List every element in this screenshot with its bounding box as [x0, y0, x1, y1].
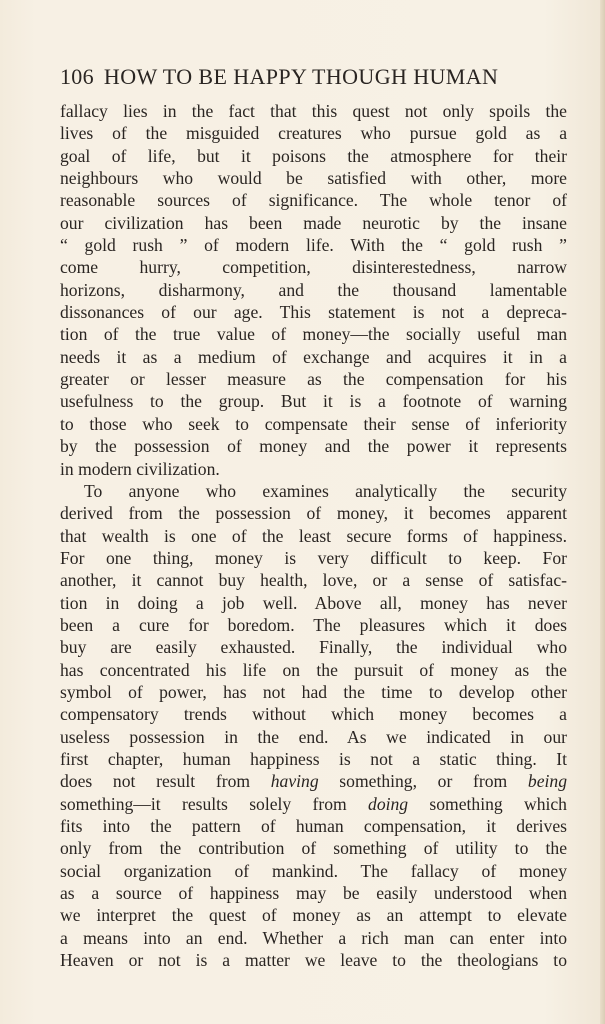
- text-line: For one thing, money is very difficult to keep. For: [60, 547, 567, 568]
- text-line: needs it as a medium of exchange and acquires it in a: [60, 346, 567, 367]
- text-line: horizons, disharmony, and the thousand lamentable: [60, 279, 567, 300]
- text-line: that wealth is one of the least secure forms of happiness.: [60, 525, 567, 546]
- text-line: neighbours who would be satisfied with other, more: [60, 168, 567, 189]
- text-line: fits into the pattern of human compensation, it derives: [60, 816, 567, 836]
- text-line: tion in doing a job well. Above all, money has never: [60, 592, 567, 613]
- text-line: useless possession in the end. As we indicated in our: [60, 726, 567, 747]
- text-line: greater or lesser measure as the compensation for his: [60, 369, 567, 390]
- text-line: dissonances of our age. This statement is not a depreca-: [60, 302, 567, 323]
- paragraph-start-line: To anyone who examines analytically the security: [84, 480, 567, 501]
- text-line-with-italics: [60, 770, 567, 792]
- body-text: [60, 100, 567, 971]
- text-line: usefulness to the group. But it is a footnote of warning: [60, 391, 567, 412]
- text-line: derived from the possession of money, it becomes apparent: [60, 503, 567, 524]
- text-line: lives of the misguided creatures who pursue gold as a: [60, 123, 567, 144]
- italic-word-being: being: [527, 771, 567, 792]
- page-number: 106: [60, 64, 94, 89]
- text-segment: something—it results solely from: [60, 793, 369, 814]
- italic-word-doing: doing: [368, 793, 409, 814]
- text-segment: something which: [408, 793, 567, 814]
- text-line: buy are easily exhausted. Finally, the individual who: [60, 637, 567, 658]
- text-line: symbol of power, has not had the time to develop other: [60, 681, 567, 702]
- text-line: come hurry, competition, disinterestedness, narrow: [60, 257, 567, 278]
- text-line: only from the contribution of something of utility to the: [60, 838, 567, 859]
- text-line: Heaven or not is a matter we leave to the theologians to: [60, 950, 567, 971]
- text-segment: does not result from: [60, 771, 271, 792]
- text-line-with-italics: [60, 793, 567, 815]
- text-line: fallacy lies in the fact that this quest not only spoils the: [60, 101, 567, 121]
- text-segment: something, or from: [318, 771, 528, 792]
- text-line: tion of the true value of money—the socially useful man: [60, 324, 567, 345]
- text-line: another, it cannot buy health, love, or a sense of satisfac-: [60, 570, 567, 591]
- text-line: first chapter, human happiness is not a static thing. It: [60, 748, 567, 769]
- text-line: social organization of mankind. The fallacy of money: [60, 860, 567, 881]
- text-line: has concentrated his life on the pursuit of money as the: [60, 659, 567, 680]
- text-line: reasonable sources of significance. The whole tenor of: [60, 190, 567, 211]
- text-line: as a source of happiness may be easily understood when: [60, 883, 567, 904]
- text-line: compensatory trends without which money becomes a: [60, 704, 567, 725]
- paragraph-end-line: in modern civilization.: [60, 458, 220, 479]
- text-line: by the possession of money and the power it represents: [60, 436, 567, 457]
- running-title: HOW TO BE HAPPY THOUGH HUMAN: [103, 64, 499, 89]
- running-header: [60, 64, 567, 94]
- text-line: our civilization has been made neurotic by the insane: [60, 212, 567, 233]
- text-line: “ gold rush ” of modern life. With the “ gold rush ”: [60, 235, 567, 256]
- text-line: goal of life, but it poisons the atmosphere for their: [60, 145, 567, 166]
- page-edge: [600, 0, 605, 1024]
- italic-word-having: having: [270, 771, 319, 792]
- text-line: to those who seek to compensate their sense of inferiority: [60, 413, 567, 434]
- text-line: been a cure for boredom. The pleasures which it does: [60, 614, 567, 635]
- text-line: a means into an end. Whether a rich man can enter into: [60, 927, 567, 948]
- text-line: we interpret the quest of money as an attempt to elevate: [60, 905, 567, 926]
